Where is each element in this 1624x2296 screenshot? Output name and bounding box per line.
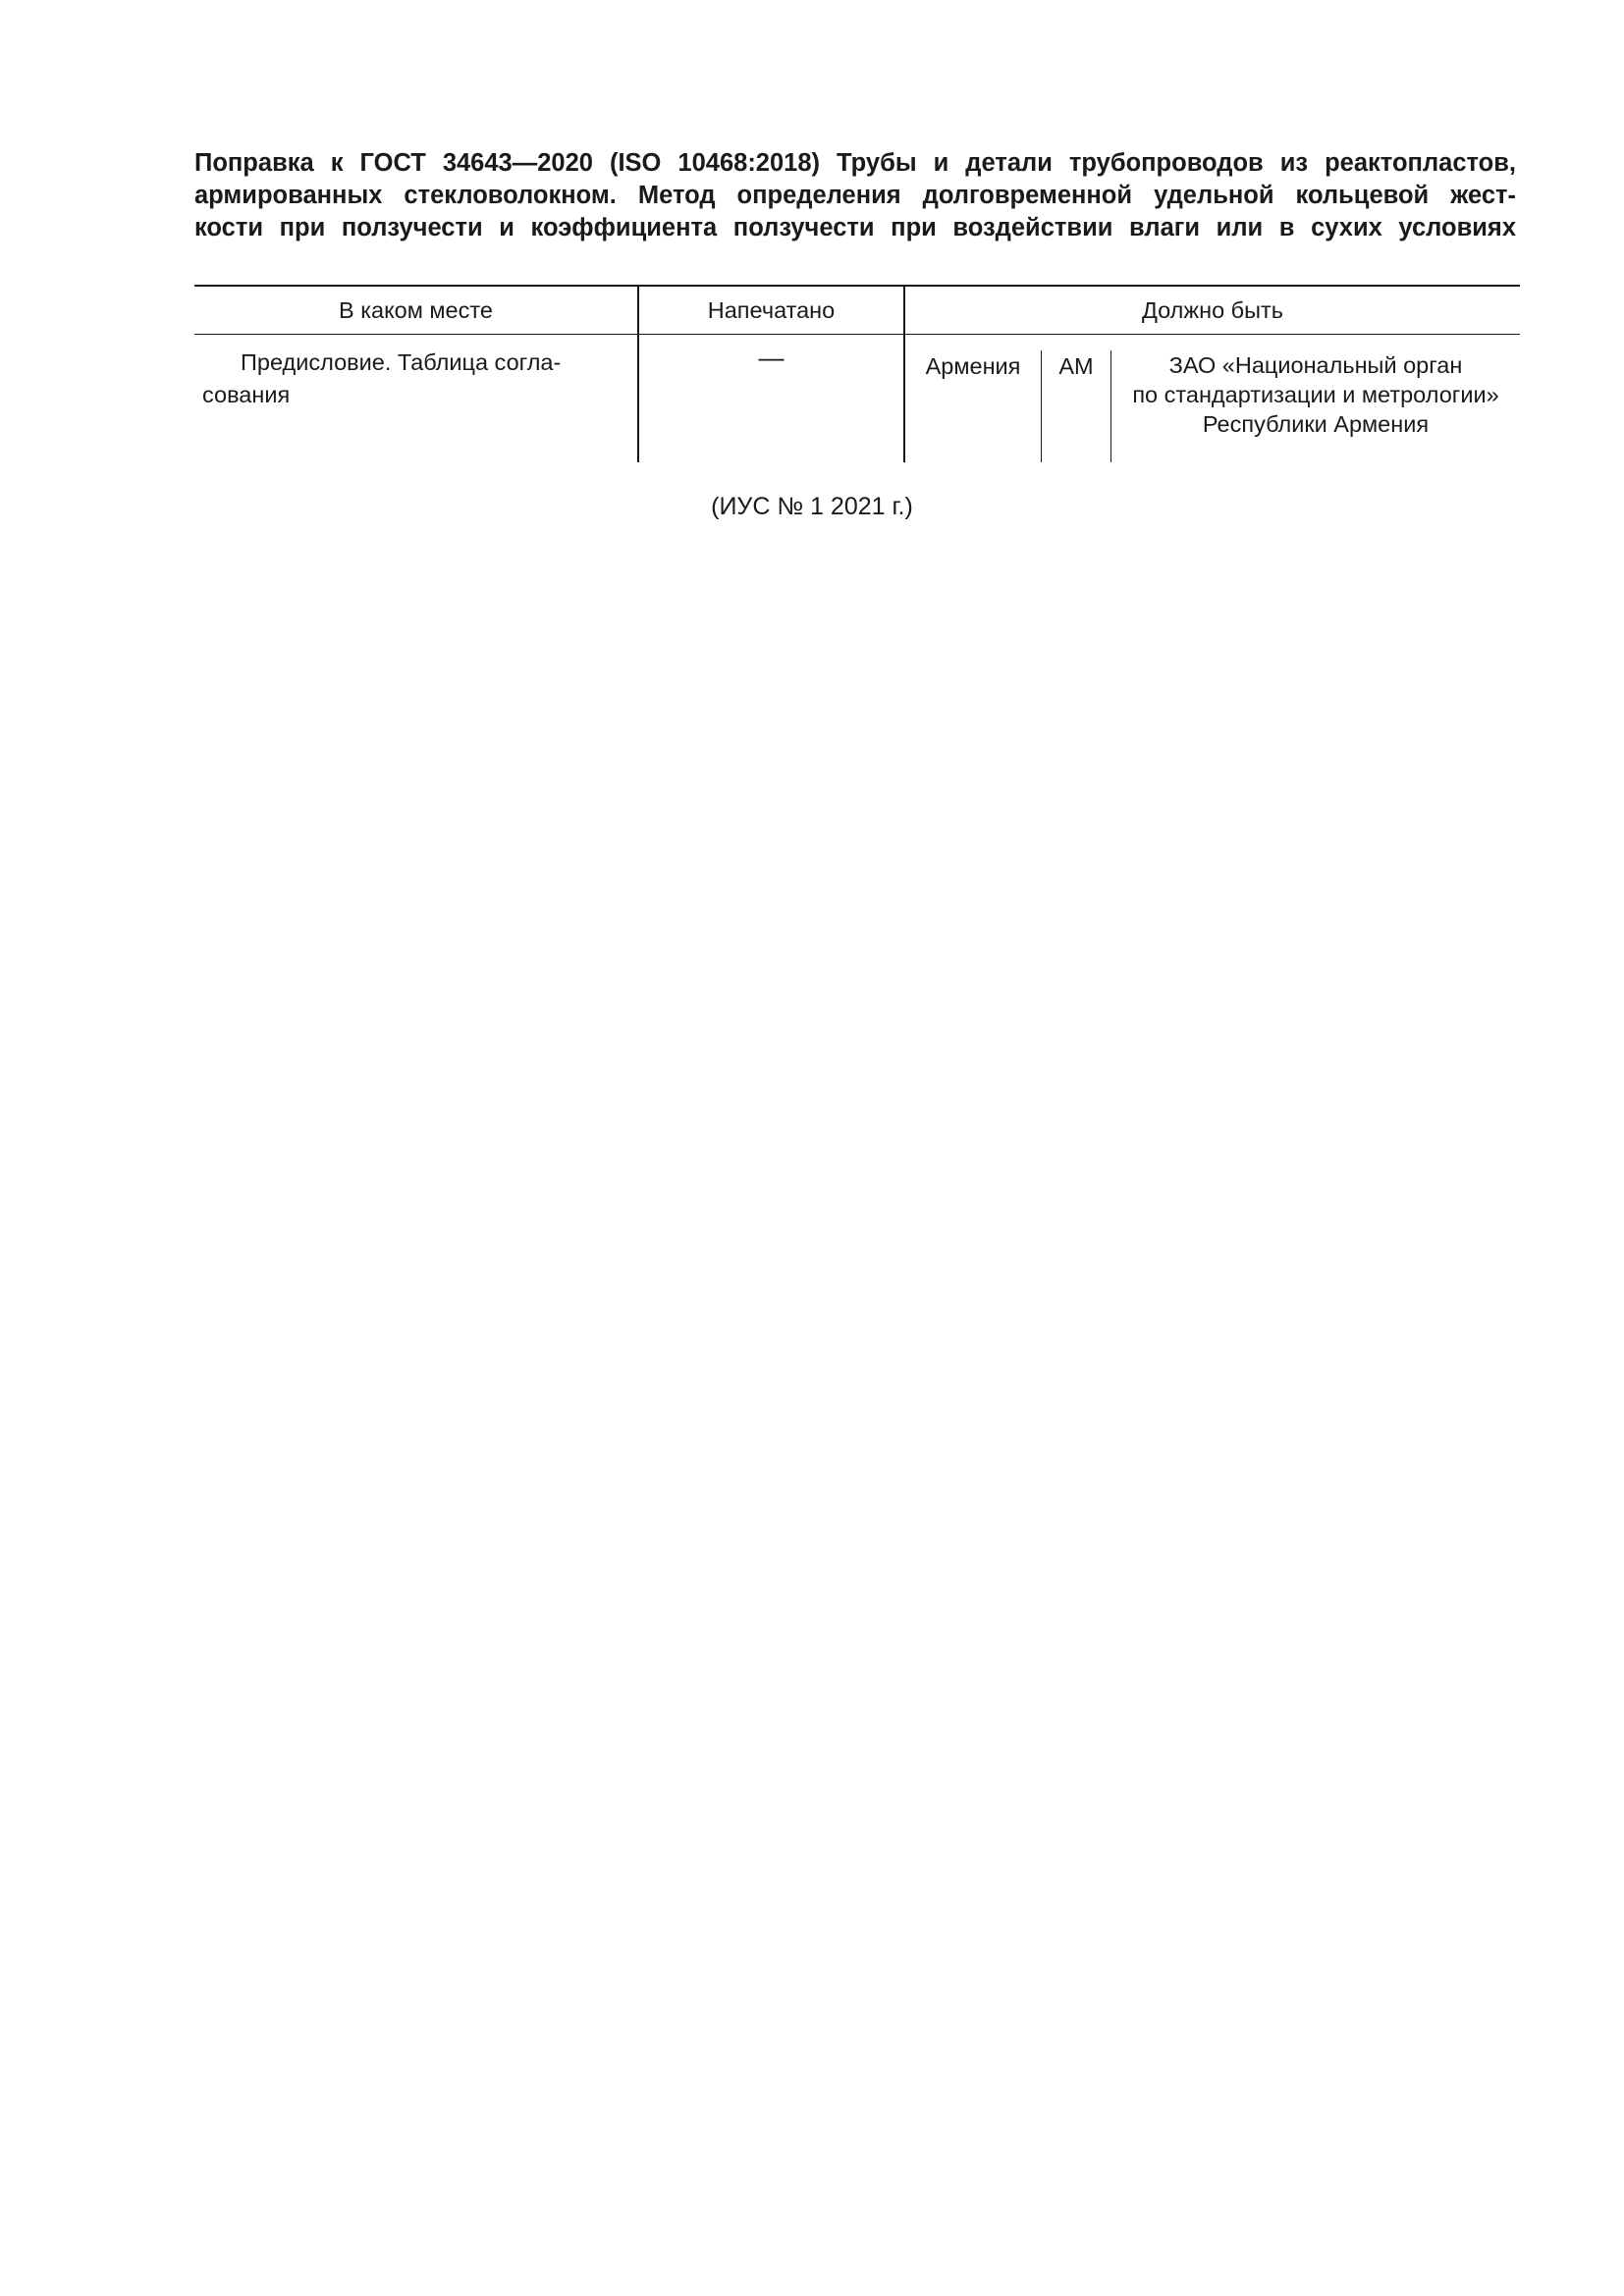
header-place: В каком месте	[194, 286, 638, 335]
place-line-2: сования	[202, 382, 291, 407]
organization-line-1: ЗАО «Национальный орган	[1168, 352, 1463, 378]
printed-value: —	[758, 343, 785, 372]
correction-table	[194, 285, 1520, 462]
organization-name	[1111, 350, 1520, 462]
title-line-2: армированных стекловолокном. Метод определения долговременной удельной кольцевой жест-	[194, 182, 1516, 209]
correction-title	[194, 147, 1516, 244]
cell-should-be	[904, 335, 1520, 463]
table-header-row	[194, 286, 1520, 335]
header-should-be: Должно быть	[904, 286, 1520, 335]
title-line-1: Поправка к ГОСТ 34643—2020 (ISO 10468:2018) Трубы и детали трубопроводов из реактопластов,	[194, 149, 1516, 177]
cell-printed	[638, 335, 904, 463]
country-code: AM	[1042, 350, 1111, 462]
correction-table-wrapper	[194, 285, 1516, 462]
cell-place	[194, 335, 638, 463]
title-line-3: кости при ползучести и коэффициента ползучести при воздействии влаги или в сухих условиях	[194, 214, 1516, 241]
place-line-1: Предисловие. Таблица согла-	[241, 349, 562, 375]
place-text	[194, 335, 637, 411]
organization-line-2: по стандартизации и метрологии»	[1132, 382, 1499, 407]
country-name: Армения	[905, 350, 1042, 462]
should-be-inner	[905, 350, 1520, 462]
header-printed: Напечатано	[638, 286, 904, 335]
table-row	[194, 335, 1520, 463]
organization-line-3: Республики Армения	[1202, 411, 1430, 437]
ius-reference: (ИУС № 1 2021 г.)	[711, 493, 913, 520]
